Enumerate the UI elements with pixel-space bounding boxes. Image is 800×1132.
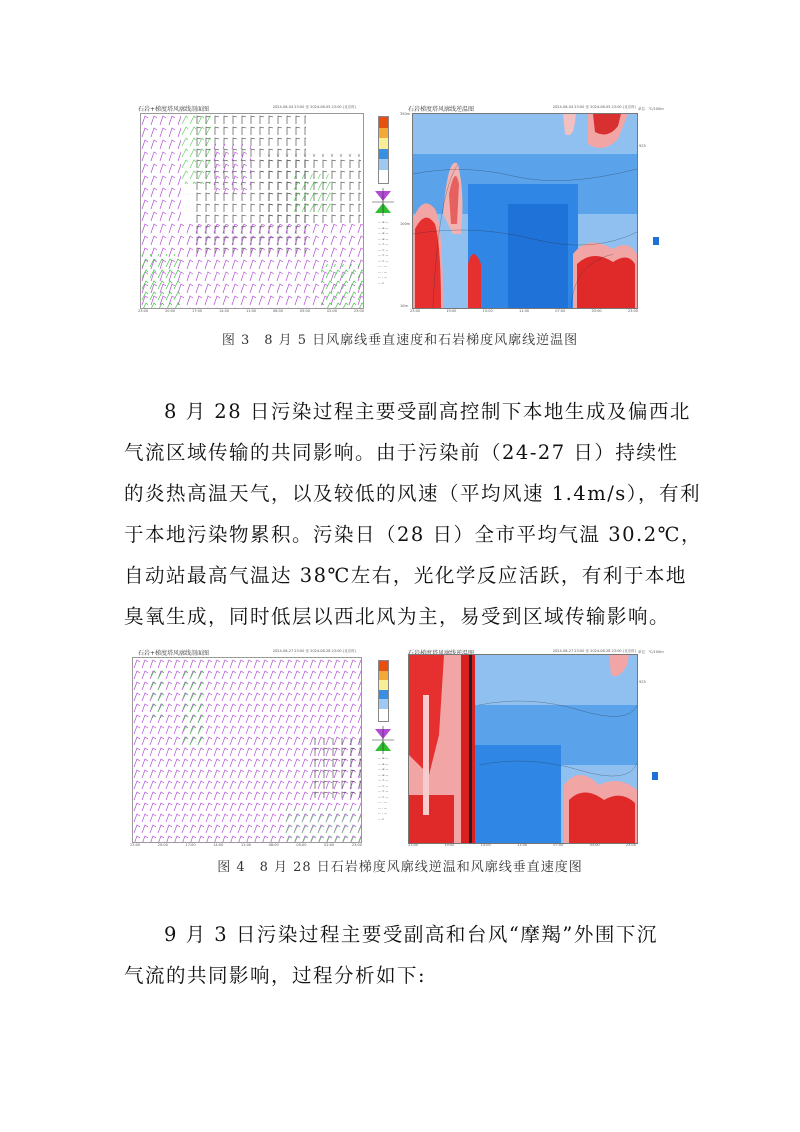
- x-axis-ticks: [130, 843, 362, 847]
- x-tick: 08:00: [268, 843, 279, 847]
- x-tick: 03:00: [589, 843, 600, 847]
- text-line: 8 月 28 日污染过程主要受副高控制下本地生成及偏西北: [164, 400, 691, 423]
- x-tick: 23:00: [138, 309, 149, 313]
- x-tick: 11:00: [245, 309, 257, 313]
- y-axis-label: 100m: [400, 222, 411, 226]
- compass-icon: [372, 726, 394, 754]
- x-tick: 08:00: [272, 309, 284, 313]
- x-tick: 19:00: [444, 843, 455, 847]
- x-tick: 07:00: [555, 309, 566, 313]
- x-tick: 11:00: [518, 309, 530, 313]
- chart-time-range: 2024-08-27 23:00 至 2024-08-28 23:00 (北京时): [552, 649, 636, 653]
- y-axis-label: 10m: [400, 304, 408, 308]
- x-axis-ticks: [410, 309, 638, 313]
- x-tick: 11:00: [516, 843, 528, 847]
- right-axis-label: 925: [639, 144, 646, 148]
- unit-label: 单位：℃/100m: [638, 107, 664, 111]
- x-tick: 23:00: [627, 309, 638, 313]
- figure-3-caption: 图 3 8 月 5 日风廓线垂直速度和石岩梯度风廓线逆温图: [221, 333, 579, 348]
- inversion-heatmap-chart: [400, 104, 670, 320]
- wind-barb-plot: [132, 657, 362, 843]
- inversion-heatmap-chart: [400, 648, 670, 852]
- legend-chip: [653, 237, 659, 245]
- x-tick: 02:00: [324, 843, 335, 847]
- x-axis-ticks: [138, 309, 364, 313]
- text-line: 气流的共同影响，过程分析如下:: [124, 964, 427, 987]
- chart-title: 石岩+梯度塔风廓线剖面图: [138, 650, 210, 657]
- text-line: 自动站最高气温达 38℃左右，光化学反应活跃，有利于本地: [124, 564, 687, 587]
- x-tick: 15:00: [482, 309, 493, 313]
- x-tick: 11:00: [240, 843, 252, 847]
- x-tick: 23:00: [625, 843, 636, 847]
- unit-label: 单位：℃/100m: [638, 650, 664, 654]
- wind-barb-plot: [140, 113, 364, 309]
- x-tick: 23:00: [351, 843, 362, 847]
- y-axis-label: 350m: [400, 112, 411, 116]
- x-tick: 02:00: [326, 309, 337, 313]
- inversion-heatmap-graphic: [413, 114, 637, 308]
- x-tick: 23:00: [410, 309, 421, 313]
- text-line: 于本地污染物累积。污染日（28 日）全市平均气温 30.2℃，: [124, 523, 702, 546]
- x-tick: 15:00: [480, 843, 491, 847]
- inversion-heatmap: [408, 654, 638, 844]
- x-tick: 23:00: [130, 843, 141, 847]
- x-tick: 17:00: [191, 309, 203, 313]
- chart-time-range: 2024-08-04 23:00 至 2024-08-05 23:00 (北京时): [272, 105, 356, 109]
- x-tick: 23:00: [408, 843, 419, 847]
- paragraph-september-3: [124, 914, 684, 996]
- text-line: 的炎热高温天气，以及较低的风速（平均风速 1.4m/s），有利: [124, 482, 702, 505]
- wind-barbs-graphic: [141, 114, 363, 308]
- x-tick: 14:00: [218, 309, 230, 313]
- right-axis-label: 925: [639, 680, 646, 684]
- text-line: 臭氧生成，同时低层以西北风为主，易受到区域传输影响。: [124, 605, 671, 628]
- text-line: 9 月 3 日污染过程主要受副高和台风“摩羯”外围下沉: [164, 923, 658, 946]
- x-tick: 03:00: [591, 309, 602, 313]
- vertical-speed-colorbar: [378, 660, 389, 722]
- x-tick: 14:00: [213, 843, 224, 847]
- compass-icon: [372, 188, 394, 216]
- chart-time-range: 2024-08-04 23:00 至 2024-08-05 23:00 (北京时): [552, 105, 636, 109]
- x-tick: 17:00: [185, 843, 196, 847]
- wind-speed-legend: — ≡ ⁓ — ≡ ⁓ — ≡ ⁓ — ≡ ⁓ — = ⁓ — = ⁓ — = ⁓ — = ⁓ — - ⁓ — - ⁓ — - ⁓ — o: [378, 756, 389, 821]
- x-tick: 19:00: [446, 309, 457, 313]
- chart-title: 石岩+梯度塔风廓线剖面图: [138, 106, 210, 113]
- figure-3: [130, 104, 670, 320]
- text-line: 气流区域传输的共同影响。由于污染前（24-27 日）持续性: [124, 441, 679, 464]
- vertical-speed-colorbar: [378, 116, 389, 184]
- legend-chip: [652, 772, 658, 780]
- x-axis-ticks: [408, 843, 636, 847]
- x-tick: 07:00: [553, 843, 564, 847]
- wind-profile-chart: [130, 648, 400, 852]
- chart-title: 石岩梯度塔风廓线逆温图: [408, 106, 475, 113]
- wind-barbs-graphic: [133, 658, 361, 842]
- x-tick: 23:00: [353, 309, 364, 313]
- wind-speed-legend: — ≡ ⁓ — ≡ ⁓ — ≡ ⁓ — ≡ ⁓ — = ⁓ — = ⁓ — = ⁓ — = ⁓ — - ⁓ — - ⁓ — - ⁓ — o: [378, 220, 389, 285]
- chart-time-range: 2024-08-27 23:00 至 2024-08-28 23:00 (北京时): [272, 649, 356, 653]
- inversion-heatmap-graphic: [409, 655, 637, 843]
- figure-4-caption: 图 4 8 月 28 日石岩梯度风廓线逆温和风廓线垂直速度图: [217, 860, 583, 875]
- x-tick: 05:00: [296, 843, 307, 847]
- x-tick: 20:00: [157, 843, 168, 847]
- wind-profile-chart: [130, 104, 400, 320]
- x-tick: 20:00: [164, 309, 176, 313]
- inversion-heatmap: [412, 113, 638, 309]
- x-tick: 05:00: [299, 309, 310, 313]
- paragraph-august-28: [124, 391, 702, 637]
- figure-4: [130, 648, 670, 852]
